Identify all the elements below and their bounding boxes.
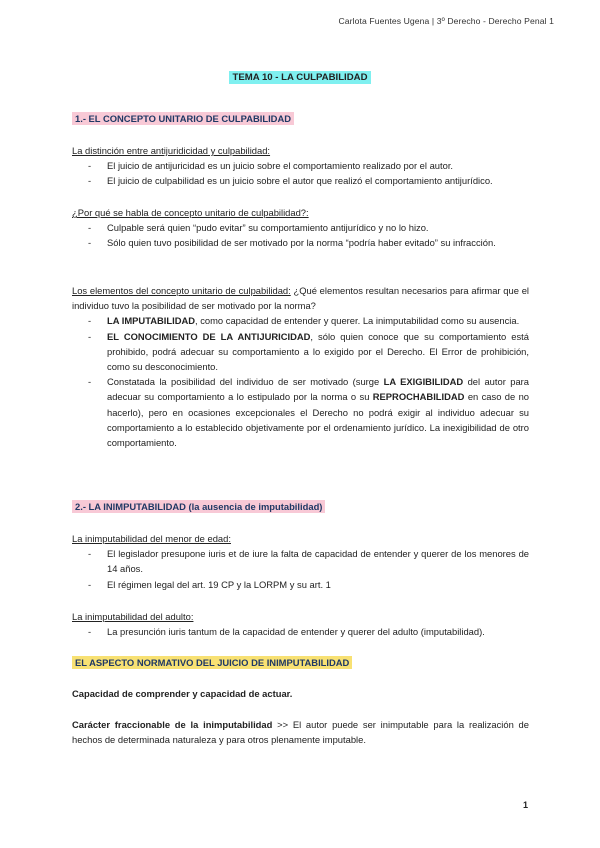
section2-heading: 2.- LA INIMPUTABILIDAD (la ausencia de imputabilidad) <box>72 500 325 513</box>
list-item: - Sólo quien tuvo posibilidad de ser motivado por la norma “podría haber evitado” su infracción. <box>72 235 529 250</box>
elem2-text: , sólo quien conoce que su comportamiento está prohibido, podrá adecuar su comportamiento a lo exigido por el Derecho. El Error de prohibición, como su desconocimiento. <box>107 330 530 373</box>
section1-heading-block <box>72 111 529 126</box>
list-item: - Culpable será quien “pudo evitar” su comportamiento antijurídico y no lo hizo. <box>72 220 529 235</box>
minor-list <box>72 546 529 592</box>
elem3-bold-b: REPROCHABILIDAD <box>372 391 465 403</box>
fractional-bold: Carácter fraccionable de la inimputabilidad <box>72 719 273 730</box>
why-label: ¿Por qué se habla de concepto unitario de culpabilidad?: <box>72 207 309 218</box>
fractional-block <box>72 717 529 747</box>
elem3-bold-a: LA EXIGIBILIDAD <box>383 376 464 388</box>
elements-intro-paragraph <box>72 283 529 313</box>
minor-block <box>72 531 529 592</box>
elements-label: Los elementos del concepto unitario de culpabilidad: <box>72 285 291 296</box>
capacity-block <box>72 686 529 701</box>
elem3-text-a: Constatada la posibilidad del individuo de ser motivado (surge <box>107 376 384 388</box>
normative-heading: EL ASPECTO NORMATIVO DEL JUICIO DE INIMPUTABILIDAD <box>72 656 352 669</box>
title-container <box>0 67 600 85</box>
capacity-heading: Capacidad de comprender y capacidad de actuar. <box>72 688 293 699</box>
page-header: Carlota Fuentes Ugena | 3º Derecho - Derecho Penal 1 <box>338 16 554 26</box>
elem1-bold: LA IMPUTABILIDAD <box>107 315 196 327</box>
list-item: - La presunción iuris tantum de la capacidad de entender y querer del adulto (imputabilidad). <box>72 624 529 639</box>
distinction-label: La distinción entre antijuridicidad y culpabilidad: <box>72 145 271 156</box>
why-list <box>72 220 529 250</box>
list-item: - El régimen legal del art. 19 CP y la LORPM y su art. 1 <box>72 577 529 592</box>
fractional-text: >> El autor puede ser inimputable para la realización de hechos de determinada naturaleza y para otros plenamente imputable. <box>72 719 529 746</box>
distinction-list <box>72 158 529 188</box>
fractional-paragraph <box>72 717 529 747</box>
elements-list <box>72 313 529 450</box>
list-item: - El juicio de antijuricidad es un juicio sobre el comportamiento realizado por el autor. <box>72 158 529 173</box>
elements-block <box>72 283 529 450</box>
adult-label: La inimputabilidad del adulto: <box>72 611 194 622</box>
elements-intro: ¿Qué elementos resultan necesarios para afirmar que el individuo tuvo la posibilidad de ser motivado por la norma? <box>72 285 529 312</box>
elem3-text-b: del autor para adecuar su comportamiento a lo estipulado por la norma o su <box>107 376 529 403</box>
normative-heading-block <box>72 655 529 670</box>
section1-heading: 1.- EL CONCEPTO UNITARIO DE CULPABILIDAD <box>72 112 294 125</box>
distinction-block <box>72 143 529 189</box>
list-item: - El legislador presupone iuris et de iure la falta de capacidad de entender y querer de los menores de 14 años. <box>72 546 529 576</box>
list-item <box>72 313 529 328</box>
document-title: TEMA 10 - LA CULPABILIDAD <box>229 71 370 84</box>
page-number: 1 <box>522 800 528 810</box>
elem2-bold: EL CONOCIMIENTO DE LA ANTIJURICIDAD <box>107 330 311 342</box>
minor-label: La inimputabilidad del menor de edad: <box>72 533 231 544</box>
list-item: - El juicio de culpabilidad es un juicio sobre el autor que realizó el comportamiento antijurídico. <box>72 173 529 188</box>
why-block <box>72 205 529 251</box>
section2-heading-block <box>72 499 529 514</box>
elem1-text: , como capacidad de entender y querer. La inimputabilidad como su ausencia. <box>195 315 520 327</box>
adult-block <box>72 609 529 639</box>
elem3-text-c: en caso de no hacerlo), pero en ocasiones excepcionales el Derecho no podrá exigir al individuo adecuar su comportamiento a lo establecido objetivamente por el ordenamiento jurídico. La inexigibilidad de otro comportamiento. <box>107 391 529 449</box>
adult-list <box>72 624 529 639</box>
list-item <box>72 329 529 375</box>
list-item <box>72 374 529 450</box>
